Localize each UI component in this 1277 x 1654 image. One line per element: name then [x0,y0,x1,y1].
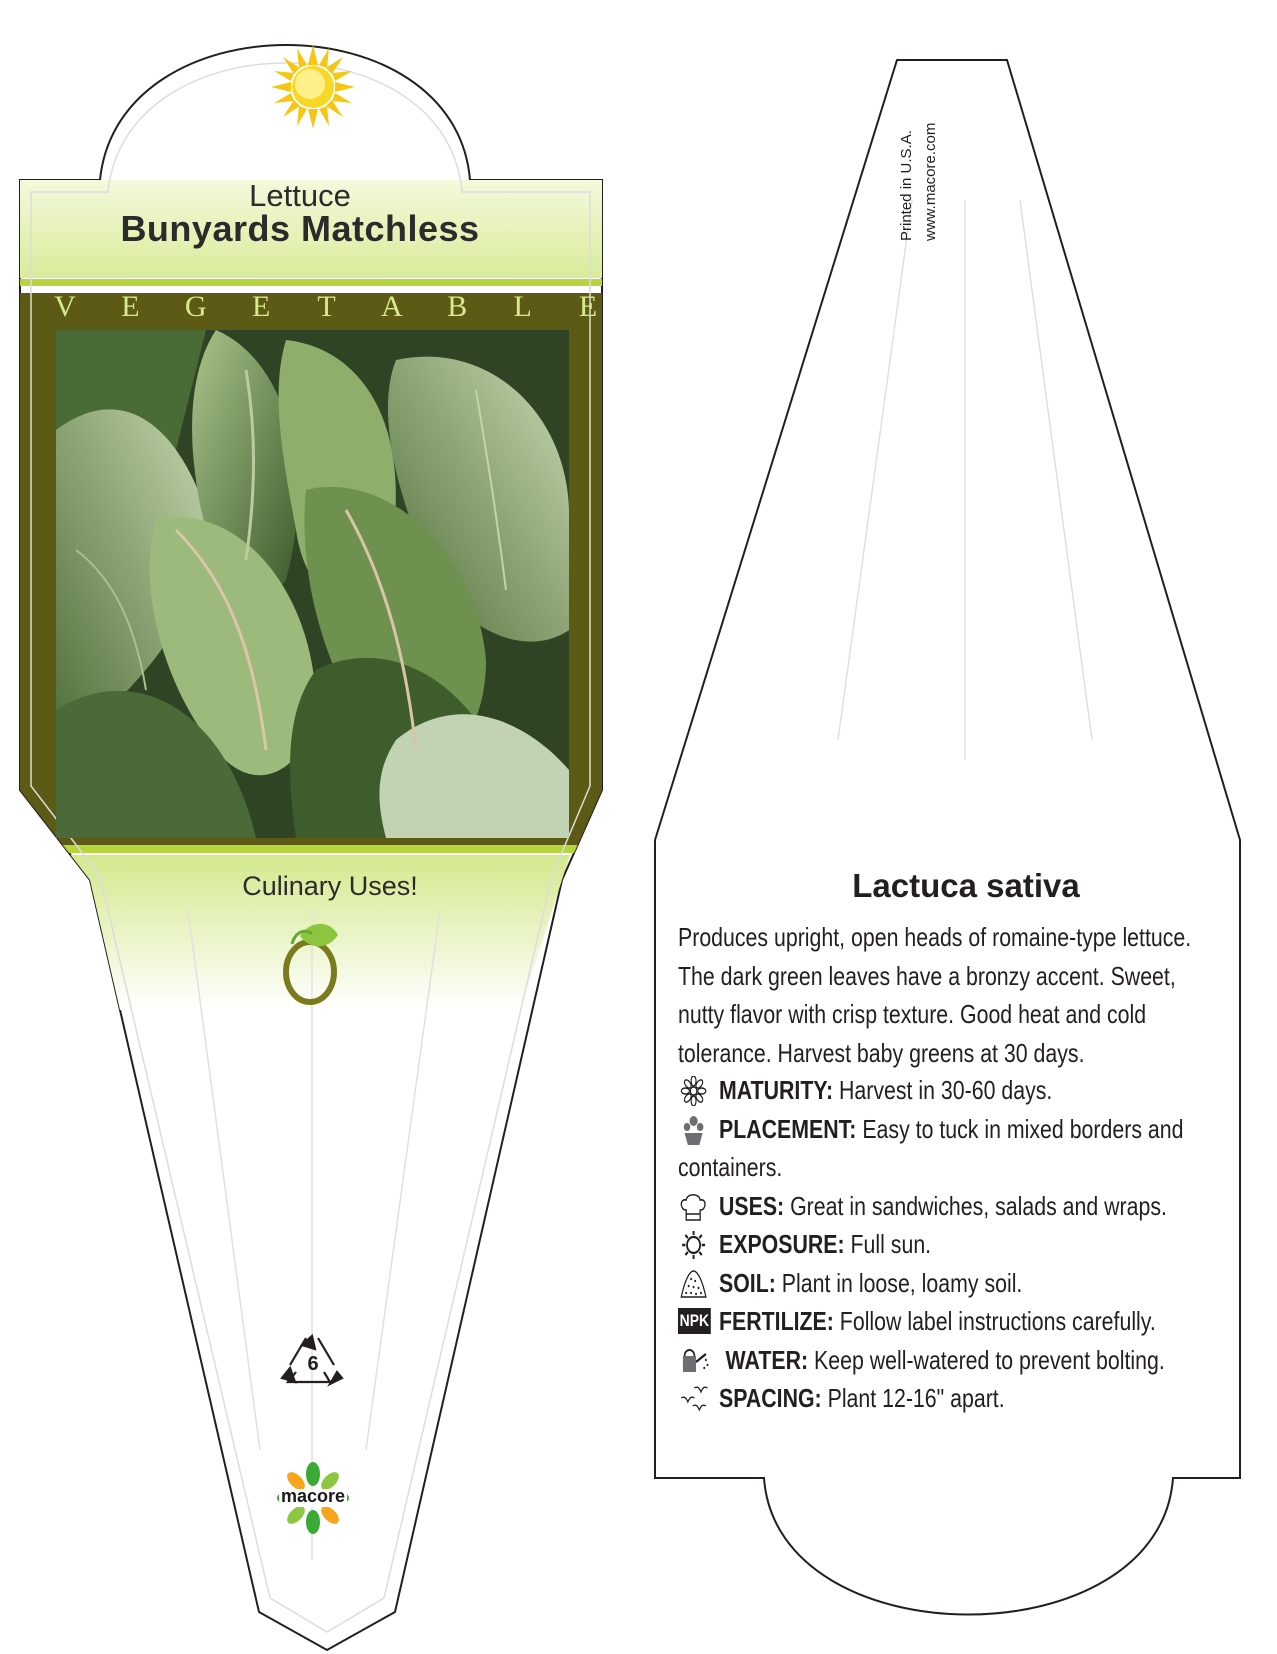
description-line: The dark green leaves have a bronzy accent. Sweet, [678,960,1176,991]
care-text: Follow label instructions carefully. [839,1306,1156,1336]
care-label: WATER: [725,1344,809,1375]
band-letter: V [54,290,76,323]
sun-icon [271,45,355,129]
band-letter: L [513,290,532,323]
sun-exposure-icon [676,1230,710,1260]
lettuce-photo [56,330,569,838]
band-letter: T [317,290,336,323]
npk-icon: NPK [678,1308,711,1334]
description-line: tolerance. Harvest baby greens at 30 days. [678,1037,1085,1068]
description [678,918,1244,1072]
imprint-country: Printed in U.S.A. [898,130,915,241]
care-text: Full sun. [850,1229,932,1259]
chef-hat-icon [676,1192,710,1222]
feature-label: Culinary Uses! [242,871,418,901]
care-text: Harvest in 30-60 days. [839,1075,1053,1105]
imprint [898,96,950,256]
soil-icon [676,1269,710,1299]
care-text: Great in sandwiches, salads and wraps. [790,1190,1167,1221]
care-text: Keep well-watered to prevent bolting. [814,1344,1165,1375]
care-label: USES: [719,1190,785,1221]
band-letter: A [381,290,403,323]
description-line: nutty flavor with crisp texture. Good heat and cold [678,999,1147,1029]
imprint-url: www.macore.com [922,122,939,241]
variety-name: Bunyards Matchless [120,208,480,249]
care-label: FERTILIZE: [719,1306,834,1336]
care-exposure [678,1225,1252,1264]
care-label: SPACING: [719,1383,822,1413]
care-label: MATURITY: [719,1075,834,1105]
description-line: Produces upright, open heads of romaine-type lettuce. [678,922,1192,952]
band-letter: E [121,290,140,323]
band-letter: B [447,290,468,323]
band-letter: G [184,290,207,323]
care-text: Plant in loose, loamy soil. [781,1267,1023,1298]
care-label: PLACEMENT: [719,1113,857,1144]
care-text: Easy to tuck in mixed borders and [862,1113,1184,1144]
care-text: Plant 12-16" apart. [827,1383,1005,1413]
band-letter: E [578,290,598,323]
recycle-code [285,1333,341,1385]
care-label: SOIL: [719,1267,776,1298]
plant-category: Lettuce [249,178,351,213]
brand-name: macore [280,1486,346,1506]
care-placement [678,1110,1252,1149]
care-label: EXPOSURE: [719,1229,845,1259]
care-fertilize [678,1302,1252,1341]
recycle-number: 6 [307,1353,319,1375]
vegetable-band [40,289,616,325]
care-list [678,1071,1252,1418]
care-spacing [678,1379,1252,1418]
care-uses [678,1187,1252,1226]
seedling-spacing-icon [676,1384,710,1414]
flower-pot-icon [676,1115,710,1145]
care-placement-continued: containers. [678,1152,783,1182]
botanical-name: Lactuca sativa [852,867,1080,904]
care-maturity [678,1071,1252,1110]
care-water [678,1341,1252,1380]
flower-icon [676,1076,710,1106]
care-soil [678,1264,1252,1303]
brand-logo [268,1462,358,1536]
band-letter: E [251,290,271,323]
watering-can-icon [676,1346,710,1376]
